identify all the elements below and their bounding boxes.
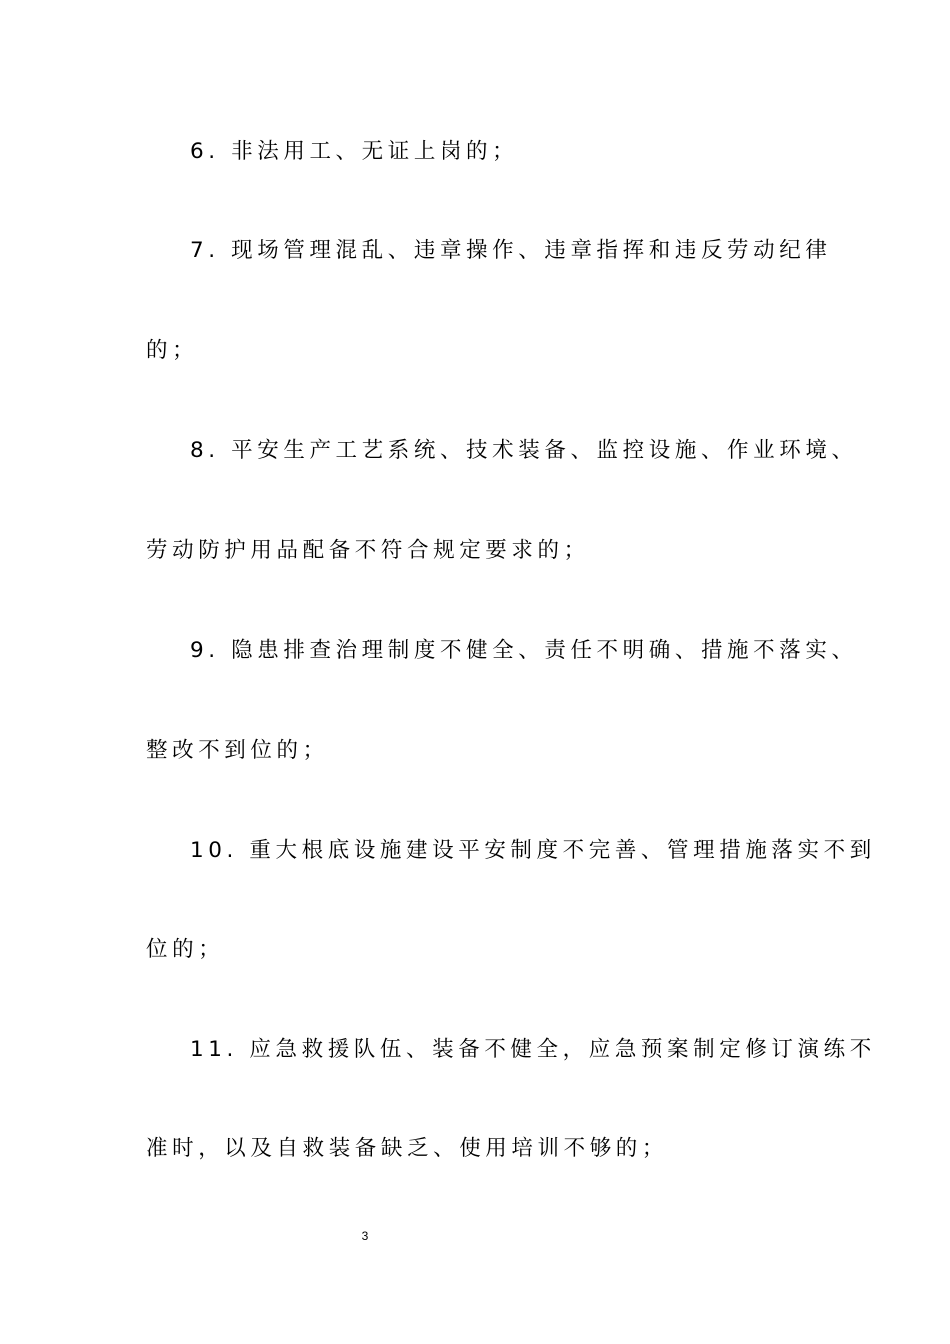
item-7-line-1: 7. 现场管理混乱、违章操作、违章指挥和违反劳动纪律 — [190, 238, 832, 263]
item-7-line-2: 的； — [146, 338, 199, 363]
item-11-line-2: 准时，以及自救装备缺乏、使用培训不够的； — [146, 1136, 669, 1161]
item-9-line-2: 整改不到位的； — [146, 738, 329, 763]
item-6-line-1: 6. 非法用工、无证上岗的； — [190, 139, 519, 164]
item-10-line-1: 10. 重大根底设施建设平安制度不完善、管理措施落实不到 — [190, 838, 876, 863]
item-8-line-1: 8. 平安生产工艺系统、技术装备、监控设施、作业环境、 — [190, 438, 858, 463]
item-9-line-1: 9. 隐患排查治理制度不健全、责任不明确、措施不落实、 — [190, 638, 858, 663]
item-8-line-2: 劳动防护用品配备不符合规定要求的； — [146, 538, 590, 563]
page-number: 3 — [361, 1229, 369, 1243]
item-10-line-2: 位的； — [146, 937, 225, 962]
item-11-line-1: 11. 应急救援队伍、装备不健全，应急预案制定修订演练不 — [190, 1037, 876, 1062]
